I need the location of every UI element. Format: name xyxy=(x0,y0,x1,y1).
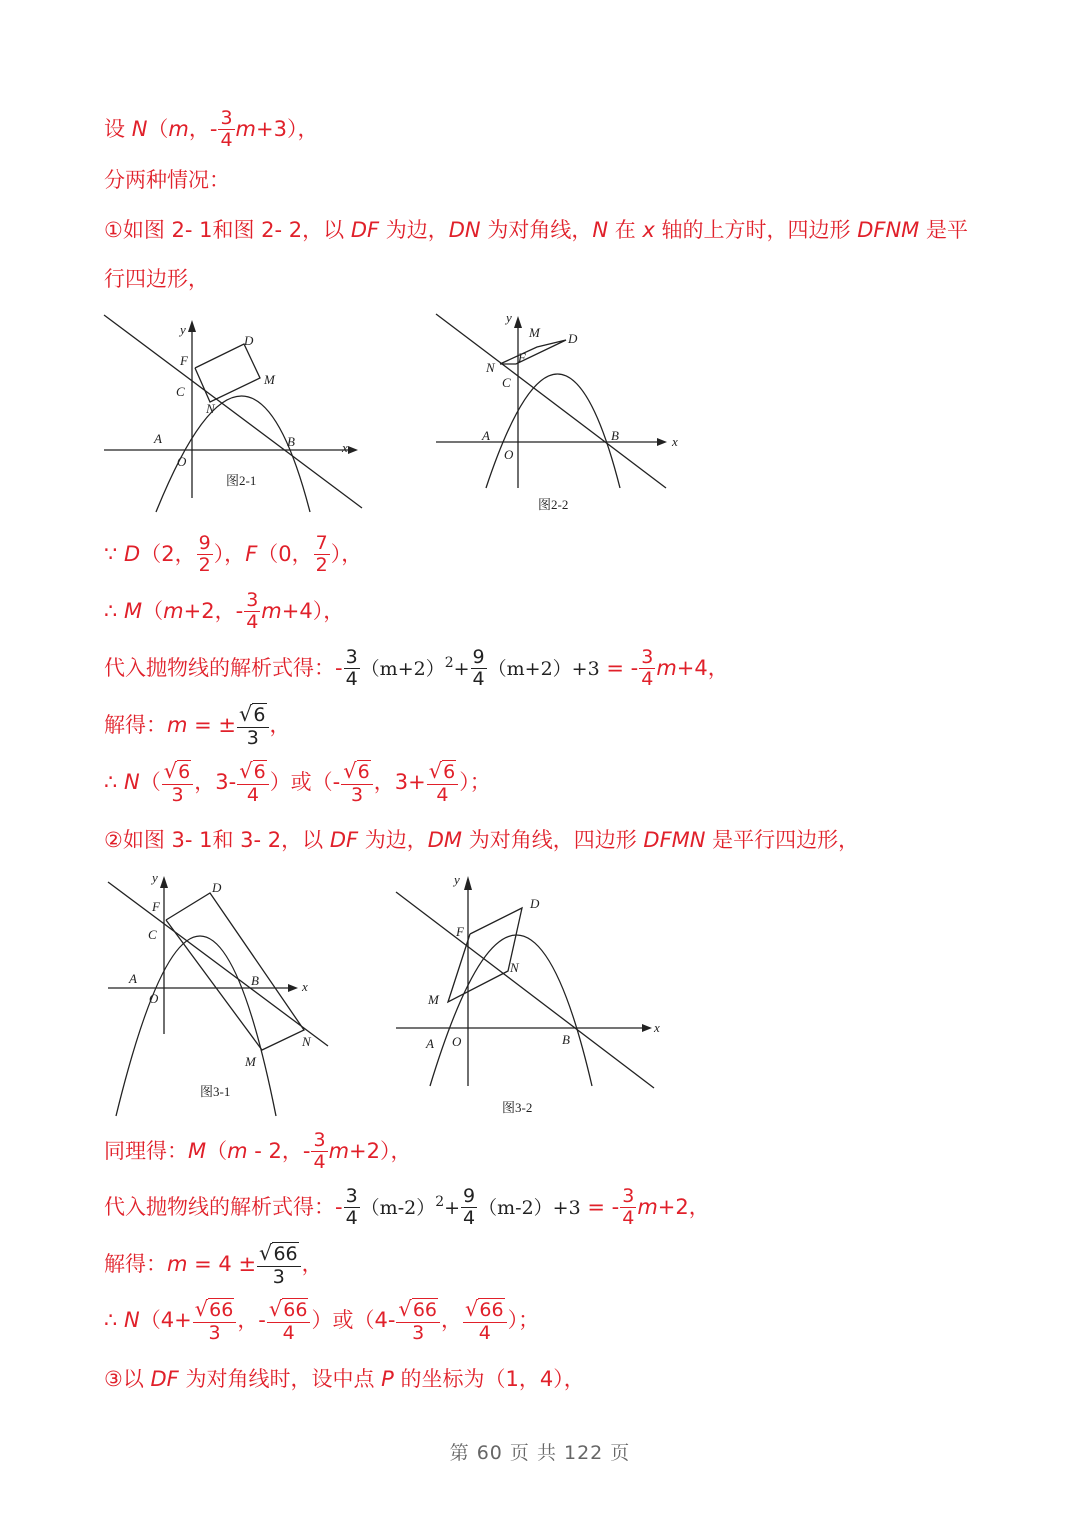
label-m: M xyxy=(529,325,540,340)
line-case-3: ③以 DF 为对角线时，设中点 P 的坐标为（1，4）， xyxy=(104,1367,585,1391)
line-given-d-f: ∵ D（2， $\frac{9}{2}$ ），F（0， $\frac{7}{2}$ ）， xyxy=(104,532,363,577)
caption: 图2-2 xyxy=(538,497,569,512)
line-substitute-1: 代入抛物线的解析式得：- $\frac{3}{4}$ $(m+2)^2+$ $\frac{9}{4}$ （m+2）+3 = - $\frac{3}{4}$ m+4， xyxy=(104,646,729,691)
label-o: O xyxy=(177,454,187,469)
page-footer: 第 60 页 共 122 页 xyxy=(449,1442,631,1464)
label-o: O xyxy=(149,991,159,1006)
label-a: A xyxy=(129,971,137,986)
label-y: y xyxy=(180,322,186,337)
label-b: B xyxy=(562,1032,570,1047)
label-y: y xyxy=(152,870,158,885)
line-substitute-2: 代入抛物线的解析式得：- $\frac{3}{4}$ $(m-2)^2+$ $\frac{9}{4}$ （m-2）+3 = - $\frac{3}{4}$ m+2， xyxy=(104,1185,710,1230)
label-n: N xyxy=(206,401,215,416)
line-set-n: 设 N（m，- $\frac{3}{4}$ m+3）， xyxy=(104,107,319,152)
figure-3-2 xyxy=(392,866,672,1118)
label-b: B xyxy=(611,428,619,443)
label-x: x xyxy=(342,440,348,455)
figure-2-1 xyxy=(100,310,370,515)
line-two-cases: 分两种情况： xyxy=(104,168,230,192)
line-solve-2: 解得：m = 4 ± $\frac{√66}{3}$ ， xyxy=(104,1241,323,1288)
label-f: F xyxy=(456,924,464,939)
line-therefore-m: ∴ M（m+2，- $\frac{3}{4}$ m+4）， xyxy=(104,589,345,634)
caption: 图2-1 xyxy=(226,473,257,488)
label-f: F xyxy=(152,899,160,914)
figure-2-2 xyxy=(432,310,682,520)
line-result-n-2: ∴ N（4+ $\frac{√66}{3}$ ，- $\frac{√66}{4}$ ）或（4- $\frac{√66}{3}$ ， $\frac{√66}{4}$ ）； xyxy=(104,1297,540,1344)
label-f: F xyxy=(180,353,188,368)
caption: 图3-2 xyxy=(502,1100,533,1115)
label-m: M xyxy=(428,992,439,1007)
label-d: D xyxy=(568,331,578,346)
label-a: A xyxy=(426,1036,434,1051)
label-d: D xyxy=(244,333,254,348)
label-b: B xyxy=(287,434,295,449)
label-m: M xyxy=(245,1054,256,1069)
label-x: x xyxy=(654,1020,660,1035)
label-y: y xyxy=(454,872,460,887)
label-m: M xyxy=(264,372,275,387)
label-x: x xyxy=(302,979,308,994)
line-case-1-cont: 行四边形， xyxy=(104,267,209,291)
line-solve-1: 解得：m = ± $\frac{√6}{3}$ ， xyxy=(104,702,291,749)
label-o: O xyxy=(452,1034,462,1049)
fraction: $\frac{3}{4}$ xyxy=(220,107,233,152)
line-case-2: ②如图 3- 1和 3- 2，以 DF 为边，DM 为对角线，四边形 DFMN 是平行四边形， xyxy=(104,828,860,852)
line-result-n-1: ∴ N（ $\frac{√6}{3}$ ，3- $\frac{√6}{4}$ ）或（- $\frac{√6}{3}$ ，3+ $\frac{√6}{4}$ ）； xyxy=(104,759,491,806)
label-c: C xyxy=(176,384,185,399)
label-a: A xyxy=(482,428,490,443)
label-x: x xyxy=(672,434,678,449)
label-c: C xyxy=(148,927,157,942)
label-y: y xyxy=(506,310,512,325)
label-a: A xyxy=(154,431,162,446)
label-n: N xyxy=(510,960,519,975)
label-o: O xyxy=(504,447,514,462)
label-b: B xyxy=(251,973,259,988)
label-n: N xyxy=(486,360,495,375)
line-case-1: ①如图 2- 1和图 2- 2，以 DF 为边，DN 为对角线，N 在 x 轴的上方时，四边形 DFNM 是平 xyxy=(104,218,968,242)
caption: 图3-1 xyxy=(200,1084,231,1099)
label-c: C xyxy=(502,375,511,390)
line-similarly-m: 同理得：M（m - 2，- $\frac{3}{4}$ m+2）， xyxy=(104,1129,412,1174)
label-n: N xyxy=(302,1034,311,1049)
label-f: F xyxy=(518,350,526,365)
label-d: D xyxy=(530,896,540,911)
label-d: D xyxy=(212,880,222,895)
figure-3-1 xyxy=(104,868,334,1118)
